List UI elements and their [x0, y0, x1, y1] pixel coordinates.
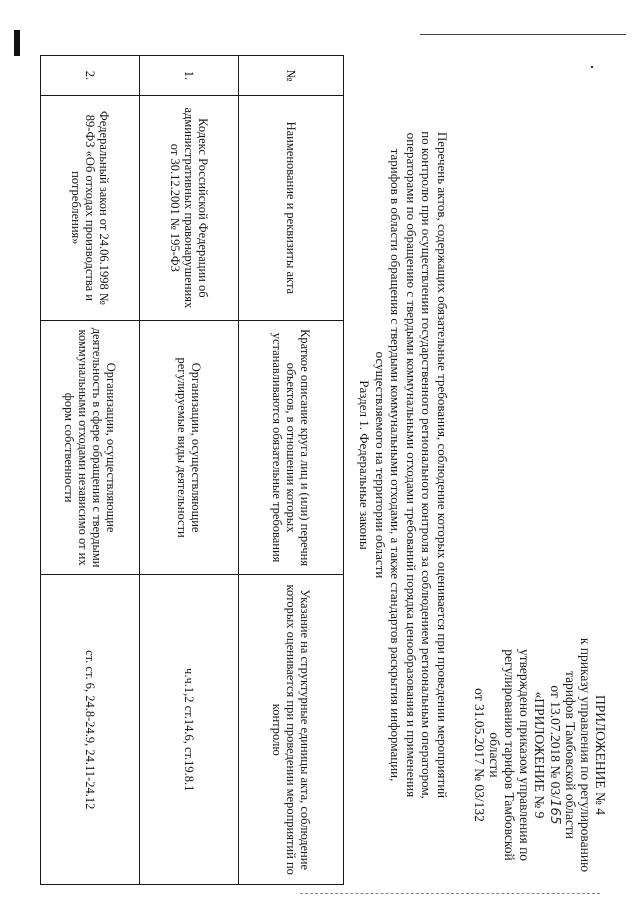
- header-act-name: Наименование и реквизиты акта: [239, 95, 344, 320]
- table-header-row: [239, 56, 344, 885]
- previous-approval: утверждено приказом управления по: [517, 648, 532, 862]
- previous-order-date: от 31.05.2017 № 03/132: [472, 688, 487, 822]
- row-number: 1.: [140, 56, 239, 96]
- act-subjects: Организации, осуществляющие деятельность в сфере обращения с твердыми коммунальными отходами независимо от их форм собственности: [41, 320, 140, 575]
- appendix-order-ref: к приказу управления по регулированию: [578, 637, 593, 873]
- previous-authority-region: области: [487, 732, 502, 778]
- title-line: операторами по обращению с твердыми коммунальными отходами требований порядка ценообразования и применения: [404, 132, 419, 798]
- act-structural-units: ч.ч.1,2 ст.14.6, ст.19.8.1: [140, 575, 239, 885]
- title-line: по контролю при осуществлении государственного регионального контроля за соблюдением региональным оператором,: [419, 131, 435, 799]
- document-title: [373, 70, 451, 860]
- document-header: [472, 620, 608, 890]
- header-number: №: [239, 56, 344, 96]
- act-structural-units: ст. ст. 6, 24.8-24.9, 24.11-24.12: [41, 575, 140, 885]
- appendix-authority: тарифов Тамбовской области: [563, 671, 578, 839]
- header-subjects: Краткое описание круга лиц и (или) перечня объектов, в отношении которых устанавливаются обязательные требования: [239, 320, 344, 575]
- header-structural-units: Указание на структурные единицы акта, соблюдение которых оценивается при проведении мероприятий по контролю: [239, 575, 344, 885]
- act-name: Федеральный закон от 24.06.1998 № 89-ФЗ «Об отходах производства и потребления»: [41, 95, 140, 320]
- appendix-number: ПРИЛОЖЕНИЕ № 4: [593, 694, 608, 816]
- table-row: [140, 56, 239, 885]
- row-number: 2.: [41, 56, 140, 96]
- title-line: тарифов в области обращения с твердыми коммунальными отходами, а также стандартов раскрытия информации,: [388, 148, 404, 782]
- previous-authority: регулированию тарифов Тамбовской: [502, 649, 517, 861]
- previous-appendix-number: «ПРИЛОЖЕНИЕ № 9: [532, 691, 547, 819]
- table-row: [41, 56, 140, 885]
- title-line: осуществляемого на территории области: [373, 351, 388, 579]
- title-line: Перечень актов, содержащих обязательные требования, соблюдение которых оценивается при проведении мероприятий: [435, 131, 450, 799]
- handwritten-number: 165: [547, 798, 563, 825]
- acts-table: [40, 55, 344, 885]
- act-name: Кодекс Российской Федерации об административных правонарушениях от 30.12.2001 № 195-ФЗ: [140, 95, 239, 320]
- appendix-order-date: [547, 620, 563, 890]
- act-subjects: Организации, осуществляющие регулируемые виды деятельности: [140, 320, 239, 575]
- section-title: Раздел 1. Федеральные законы: [357, 380, 372, 550]
- order-date-text: от 13.07.2018 № 03/: [548, 685, 563, 799]
